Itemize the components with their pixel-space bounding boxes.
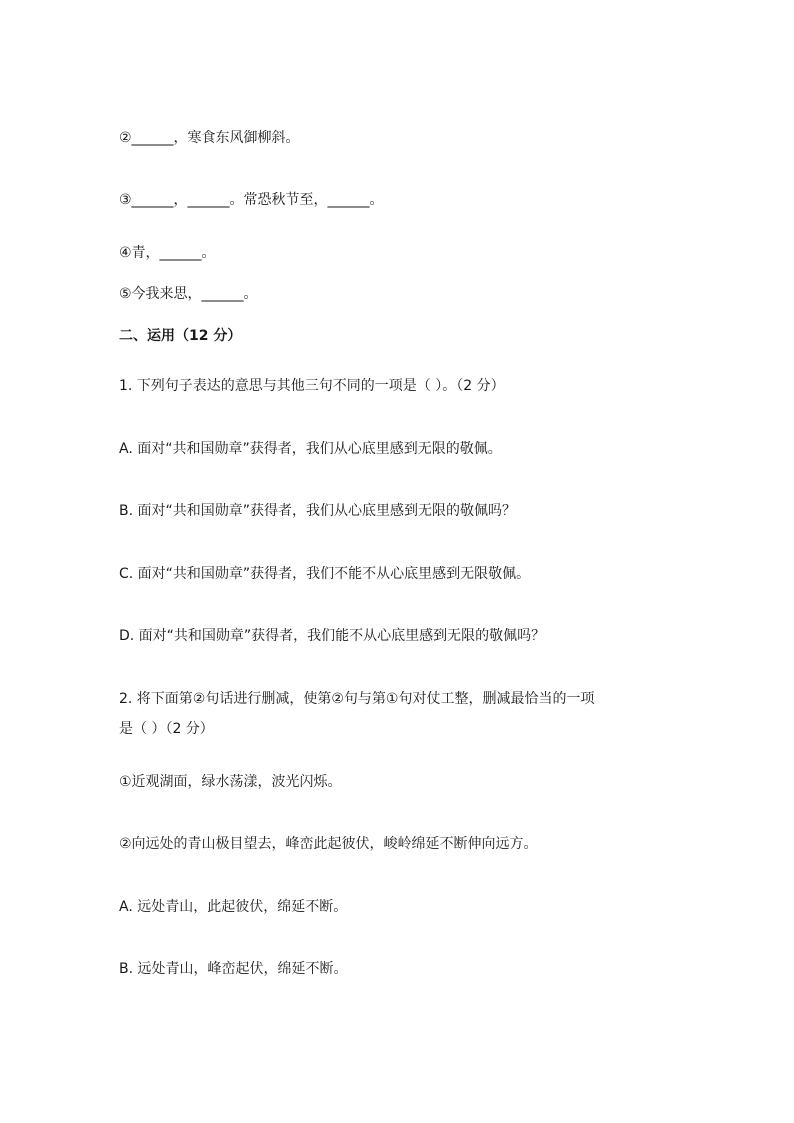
question-2-option-a: A. 远处青山，此起彼伏，绵延不断。 xyxy=(119,899,348,915)
poem-blank-5: ⑤今我来思，______。 xyxy=(119,286,258,302)
poem-blank-2: ②______，寒食东风御柳斜。 xyxy=(119,130,300,146)
question-1-option-a: A. 面对“共和国勋章”获得者，我们从心底里感到无限的敬佩。 xyxy=(119,441,502,457)
question-2-sentence-1: ①近观湖面，绿水荡漾，波光闪烁。 xyxy=(119,774,342,790)
poem-blank-4: ④青，______。 xyxy=(119,245,216,261)
question-2-stem-line-2: 是（ ）（2 分） xyxy=(119,721,214,737)
section-heading: 二、运用（12 分） xyxy=(119,328,242,344)
question-2-sentence-2: ②向远处的青山极目望去，峰峦此起彼伏，峻岭绵延不断伸向远方。 xyxy=(119,836,538,852)
question-1-option-c: C. 面对“共和国勋章”获得者，我们不能不从心底里感到无限敬佩。 xyxy=(119,566,531,582)
question-1-stem: 1. 下列句子表达的意思与其他三句不同的一项是（ ）。（2 分） xyxy=(119,378,505,394)
question-1-option-d: D. 面对“共和国勋章”获得者，我们能不从心底里感到无限的敬佩吗？ xyxy=(119,628,546,644)
question-1-option-b: B. 面对“共和国勋章”获得者，我们从心底里感到无限的敬佩吗？ xyxy=(119,503,517,519)
question-2-option-b: B. 远处青山，峰峦起伏，绵延不断。 xyxy=(119,961,348,977)
poem-blank-3: ③______，______。常恐秋节至，______。 xyxy=(119,192,384,208)
question-2-stem-line-1: 2. 将下面第②句话进行删减，使第②句与第①句对仗工整，删减最恰当的一项 xyxy=(119,691,595,707)
